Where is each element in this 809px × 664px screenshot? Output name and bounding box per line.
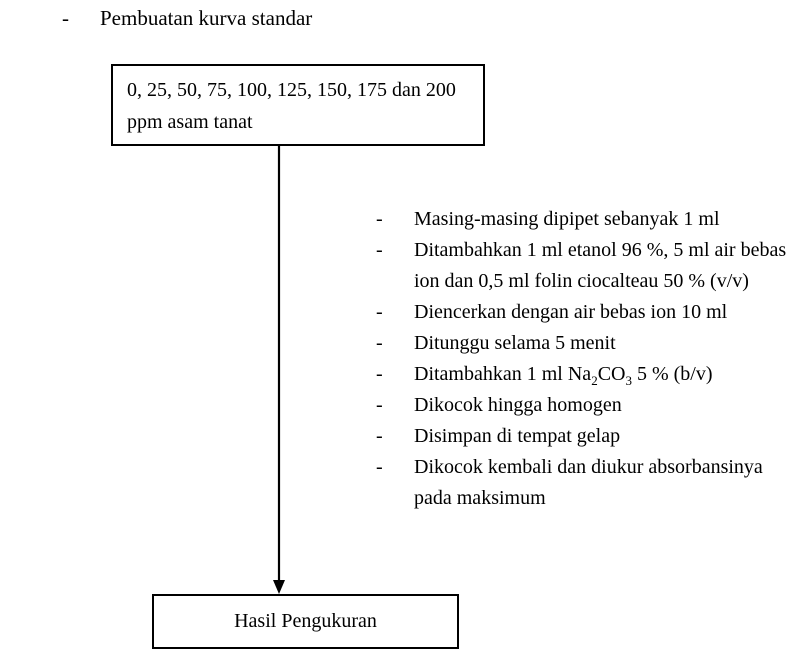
step-text: Dikocok hingga homogen — [414, 394, 622, 416]
step-bullet: - — [376, 301, 383, 323]
subscript: 3 — [625, 373, 632, 388]
step-text: Diencerkan dengan air bebas ion 10 ml — [414, 301, 728, 323]
step-text: Dikocok kembali dan diukur absorbansinya pada maksimum — [414, 456, 763, 509]
step-item — [376, 421, 796, 452]
flow-arrow-head — [273, 580, 285, 594]
step-text-part: Ditambahkan 1 ml Na — [414, 363, 592, 385]
section-heading — [62, 4, 312, 32]
step-item — [376, 328, 796, 359]
step-text-part: 5 % (b/v) — [631, 363, 713, 385]
step-item — [376, 204, 796, 235]
step-bullet: - — [376, 208, 383, 230]
step-text-part: CO — [597, 363, 626, 385]
step-item — [376, 390, 796, 421]
step-text — [414, 363, 713, 388]
step-text: Ditunggu selama 5 menit — [414, 332, 616, 354]
step-text: Ditambahkan 1 ml etanol 96 %, 5 ml air bebas ion dan 0,5 ml folin ciocalteau 50 % (v/v) — [414, 239, 787, 292]
procedure-steps — [376, 204, 796, 514]
result-box-text: Hasil Pengukuran — [234, 610, 377, 632]
step-bullet: - — [376, 456, 383, 478]
result-box — [152, 594, 459, 649]
step-item — [376, 297, 796, 328]
step-item — [376, 452, 796, 514]
step-item — [376, 235, 796, 297]
start-box-text: 0, 25, 50, 75, 100, 125, 150, 175 dan 200 ppm asam tanat — [127, 79, 456, 133]
step-item — [376, 359, 796, 390]
step-bullet: - — [376, 239, 383, 261]
step-bullet: - — [376, 425, 383, 447]
step-bullet: - — [376, 394, 383, 416]
step-bullet: - — [376, 332, 383, 354]
step-text: Disimpan di tempat gelap — [414, 425, 621, 447]
start-box — [111, 64, 485, 146]
heading-bullet: - — [62, 6, 69, 30]
step-bullet: - — [376, 363, 383, 385]
heading-text: Pembuatan kurva standar — [100, 6, 313, 30]
subscript: 2 — [591, 373, 598, 388]
step-text: Masing-masing dipipet sebanyak 1 ml — [414, 208, 720, 230]
